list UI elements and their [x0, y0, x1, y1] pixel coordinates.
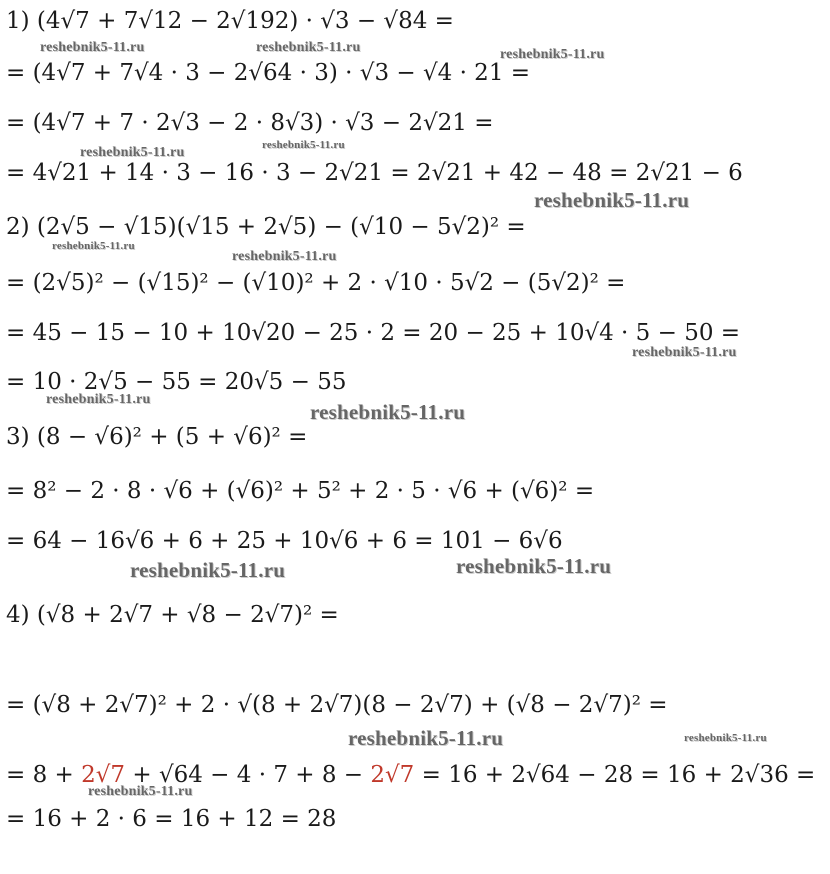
line-14-part-e: = 16 + 2√64 − 28 = 16 + 2√36 =	[414, 762, 816, 788]
highlight-term-1: 2√7	[81, 762, 126, 788]
line-3: = (4√7 + 7 · 2√3 − 2 · 8√3) · √3 − 2√21 =	[6, 110, 494, 136]
watermark: reshebnik5-11.ru	[256, 40, 361, 55]
watermark: reshebnik5-11.ru	[52, 240, 135, 252]
line-6: = (2√5)² − (√15)² − (√10)² + 2 · √10 · 5√2 − (5√2)² =	[6, 270, 626, 296]
line-5: 2) (2√5 − √15)(√15 + 2√5) − (√10 − 5√2)² =	[6, 214, 526, 240]
watermark: reshebnik5-11.ru	[46, 392, 151, 407]
line-14-part-a: = 8 +	[6, 762, 82, 788]
highlight-term-2: 2√7	[370, 762, 415, 788]
line-2: = (4√7 + 7√4 · 3 − 2√64 · 3) · √3 − √4 · 21 =	[6, 60, 531, 86]
watermark: reshebnik5-11.ru	[130, 558, 286, 582]
line-8: = 10 · 2√5 − 55 = 20√5 − 55	[6, 369, 347, 395]
watermark: reshebnik5-11.ru	[310, 400, 466, 424]
watermark: reshebnik5-11.ru	[456, 554, 612, 578]
line-11: = 64 − 16√6 + 6 + 25 + 10√6 + 6 = 101 − 6√6	[6, 528, 563, 554]
watermark: reshebnik5-11.ru	[632, 345, 737, 360]
line-10: = 8² − 2 · 8 · √6 + (√6)² + 5² + 2 · 5 · √6 + (√6)² =	[6, 478, 595, 504]
line-4: = 4√21 + 14 · 3 − 16 · 3 − 2√21 = 2√21 + 42 − 48 = 2√21 − 6	[6, 160, 743, 186]
watermark: reshebnik5-11.ru	[88, 784, 193, 799]
watermark: reshebnik5-11.ru	[232, 249, 337, 264]
line-15: = 16 + 2 · 6 = 16 + 12 = 28	[6, 806, 337, 832]
line-9: 3) (8 − √6)² + (5 + √6)² =	[6, 424, 308, 450]
line-14-part-c: + √64 − 4 · 7 + 8 −	[125, 762, 371, 788]
watermark: reshebnik5-11.ru	[684, 732, 767, 744]
watermark: reshebnik5-11.ru	[348, 726, 504, 750]
line-1: 1) (4√7 + 7√12 − 2√192) · √3 − √84 =	[6, 8, 454, 34]
watermark: reshebnik5-11.ru	[40, 40, 145, 55]
watermark: reshebnik5-11.ru	[262, 139, 345, 151]
watermark: reshebnik5-11.ru	[534, 188, 690, 212]
line-7: = 45 − 15 − 10 + 10√20 − 25 · 2 = 20 − 25 + 10√4 · 5 − 50 =	[6, 320, 741, 346]
watermark: reshebnik5-11.ru	[500, 47, 605, 62]
line-13: = (√8 + 2√7)² + 2 · √(8 + 2√7)(8 − 2√7) + (√8 − 2√7)² =	[6, 692, 668, 718]
line-12: 4) (√8 + 2√7 + √8 − 2√7)² =	[6, 602, 339, 628]
watermark: reshebnik5-11.ru	[80, 145, 185, 160]
